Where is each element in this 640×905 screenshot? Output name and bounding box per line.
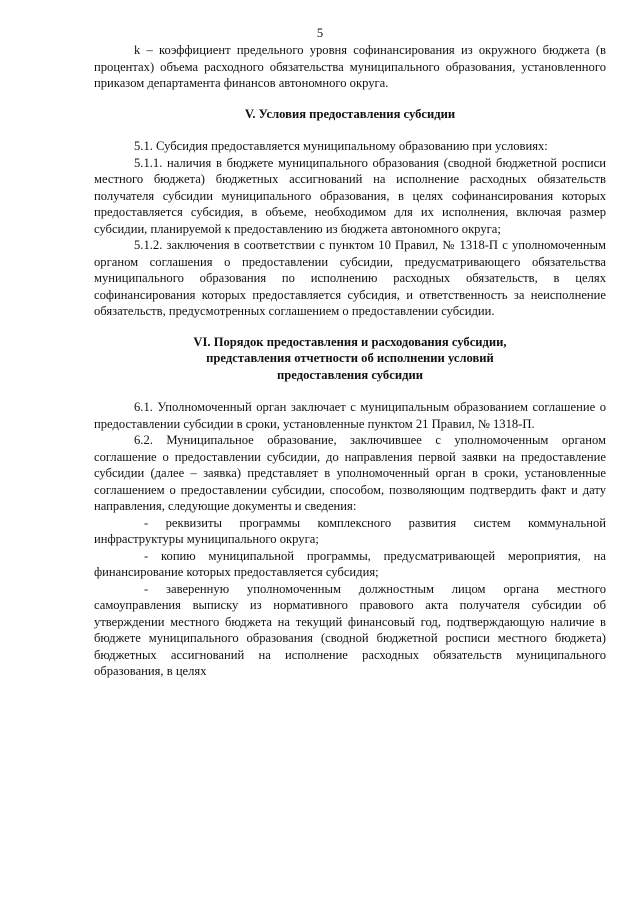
paragraph-5-1-1: 5.1.1. наличия в бюджете муниципального образования (сводной бюджетной росписи местного бюджета) бюджетных ассигнований на исполнение расходных обязательств получателя субсидии муниципального образования, в целях софинансирования которых предоставляется субсидия, в объеме, необходимом для их исполнения, включая размер субсидии, планируемой к предоставлению из бюджета автономного округа;	[94, 155, 606, 236]
document-body	[94, 42, 606, 680]
page-number: 5	[316, 26, 324, 40]
section-6-heading-line: представления отчетности об исполнении условий	[206, 351, 494, 365]
section-6-heading	[94, 334, 606, 384]
list-item: - реквизиты программы комплексного развития систем коммунальной инфраструктуры муниципального округа;	[94, 515, 606, 546]
list-item: - копию муниципальной программы, предусматривающей мероприятия, на финансирование которых предоставляется субсидия;	[94, 548, 606, 579]
paragraph-5-1: 5.1. Субсидия предоставляется муниципальному образованию при условиях:	[134, 139, 548, 153]
section-5-heading: V. Условия предоставления субсидии	[244, 106, 456, 121]
list-item: - заверенную уполномоченным должностным лицом органа местного самоуправления выписку из нормативного правового акта получателя субсидии об утверждении местного бюджета на текущий финансовый год, подтверждающую наличие в бюджете муниципального образования (сводной бюджетной росписи местного бюджета) бюджетных ассигнований на исполнение расходных обязательств муниципального образования, в целях	[94, 581, 606, 678]
paragraph-6-1: 6.1. Уполномоченный орган заключает с муниципальным образованием соглашение о предоставлении субсидии в сроки, установленные пунктом 21 Правил, № 1318-П.	[94, 400, 606, 431]
section-6-heading-line: предоставления субсидии	[277, 367, 423, 382]
section-6-heading-line: VI. Порядок предоставления и расходования субсидии,	[193, 334, 507, 349]
paragraph-5-1-2: 5.1.2. заключения в соответствии с пунктом 10 Правил, № 1318-П с уполномоченным органом соглашения о предоставлении субсидии, предусматривающего обязательства муниципального образования по исполнению расходных обязательств, в целях софинансирования которых предоставляется субсидия, и ответственность за неисполнение обязательств, предусмотренных соглашением о предоставлении субсидии.	[94, 238, 606, 318]
paragraph-k-coefficient: k – коэффициент предельного уровня софинансирования из окружного бюджета (в процентах) объема расходного обязательства муниципального образования, установленного приказом департамента финансов автономного округа.	[94, 43, 606, 90]
paragraph-6-2: 6.2. Муниципальное образование, заключившее с уполномоченным органом соглашение о предоставлении субсидии, до направления первой заявки на предоставление субсидии (далее – заявка) представляет в уполномоченный орган в сроки, установленные соглашением о предоставлении субсидии, способом, позволяющим подтвердить факт и дату направления, следующие документы и сведения:	[94, 433, 606, 513]
